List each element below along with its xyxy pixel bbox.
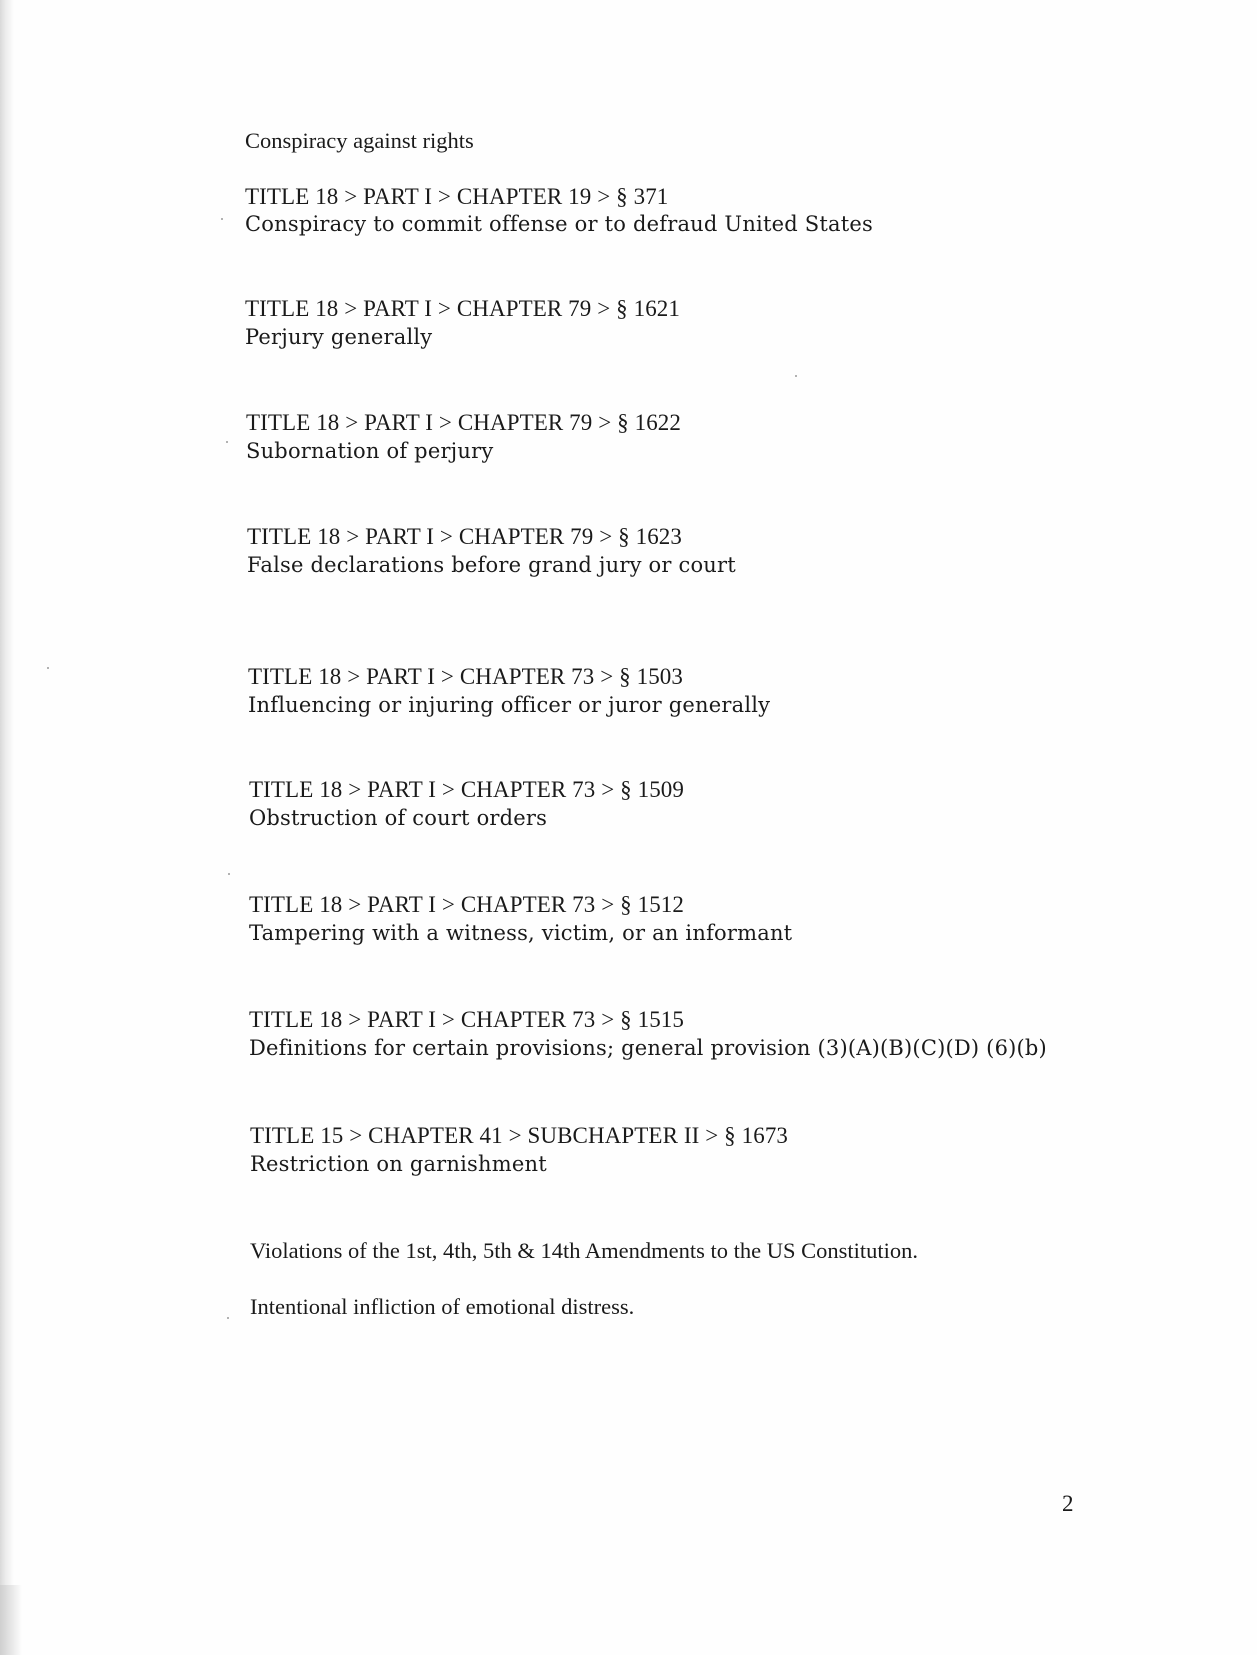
statute-citation: TITLE 18 > PART I > CHAPTER 79 > § 1622 <box>246 410 682 435</box>
statute-citation: TITLE 18 > PART I > CHAPTER 73 > § 1512 <box>249 892 685 917</box>
closing-statement: Intentional infliction of emotional distress. <box>250 1294 635 1319</box>
statute-citation: TITLE 15 > CHAPTER 41 > SUBCHAPTER II > § 1673 <box>250 1123 789 1148</box>
statute-description: Influencing or injuring officer or juror generally <box>248 693 771 717</box>
closing-statement: Violations of the 1st, 4th, 5th & 14th Amendments to the US Constitution. <box>250 1238 919 1263</box>
scan-speck <box>226 441 228 443</box>
statute-description: Subornation of perjury <box>246 439 494 463</box>
scan-edge-shadow-bottom <box>0 1585 22 1655</box>
statute-description: Conspiracy to commit offense or to defraud United States <box>245 212 873 236</box>
scan-speck <box>228 873 230 875</box>
statute-citation: TITLE 18 > PART I > CHAPTER 19 > § 371 <box>245 184 669 209</box>
page-number: 2 <box>1062 1491 1074 1516</box>
document-heading: Conspiracy against rights <box>245 128 474 153</box>
statute-description: Obstruction of court orders <box>249 806 548 830</box>
scan-speck <box>795 375 797 377</box>
scan-speck <box>47 667 49 669</box>
statute-citation: TITLE 18 > PART I > CHAPTER 73 > § 1515 <box>249 1007 685 1032</box>
statute-citation: TITLE 18 > PART I > CHAPTER 79 > § 1621 <box>245 296 681 321</box>
statute-description: Restriction on garnishment <box>250 1152 547 1176</box>
statute-citation: TITLE 18 > PART I > CHAPTER 73 > § 1503 <box>248 664 684 689</box>
scan-edge-shadow <box>0 0 14 1655</box>
statute-description: Perjury generally <box>245 325 433 349</box>
statute-citation: TITLE 18 > PART I > CHAPTER 79 > § 1623 <box>247 524 683 549</box>
scan-speck <box>227 1317 229 1319</box>
statute-description: Tampering with a witness, victim, or an informant <box>249 921 793 945</box>
statute-description: False declarations before grand jury or court <box>247 553 736 577</box>
scan-speck <box>221 218 223 220</box>
statute-description: Definitions for certain provisions; general provision (3)(A)(B)(C)(D) (6)(b) <box>249 1036 1047 1060</box>
statute-citation: TITLE 18 > PART I > CHAPTER 73 > § 1509 <box>249 777 685 802</box>
